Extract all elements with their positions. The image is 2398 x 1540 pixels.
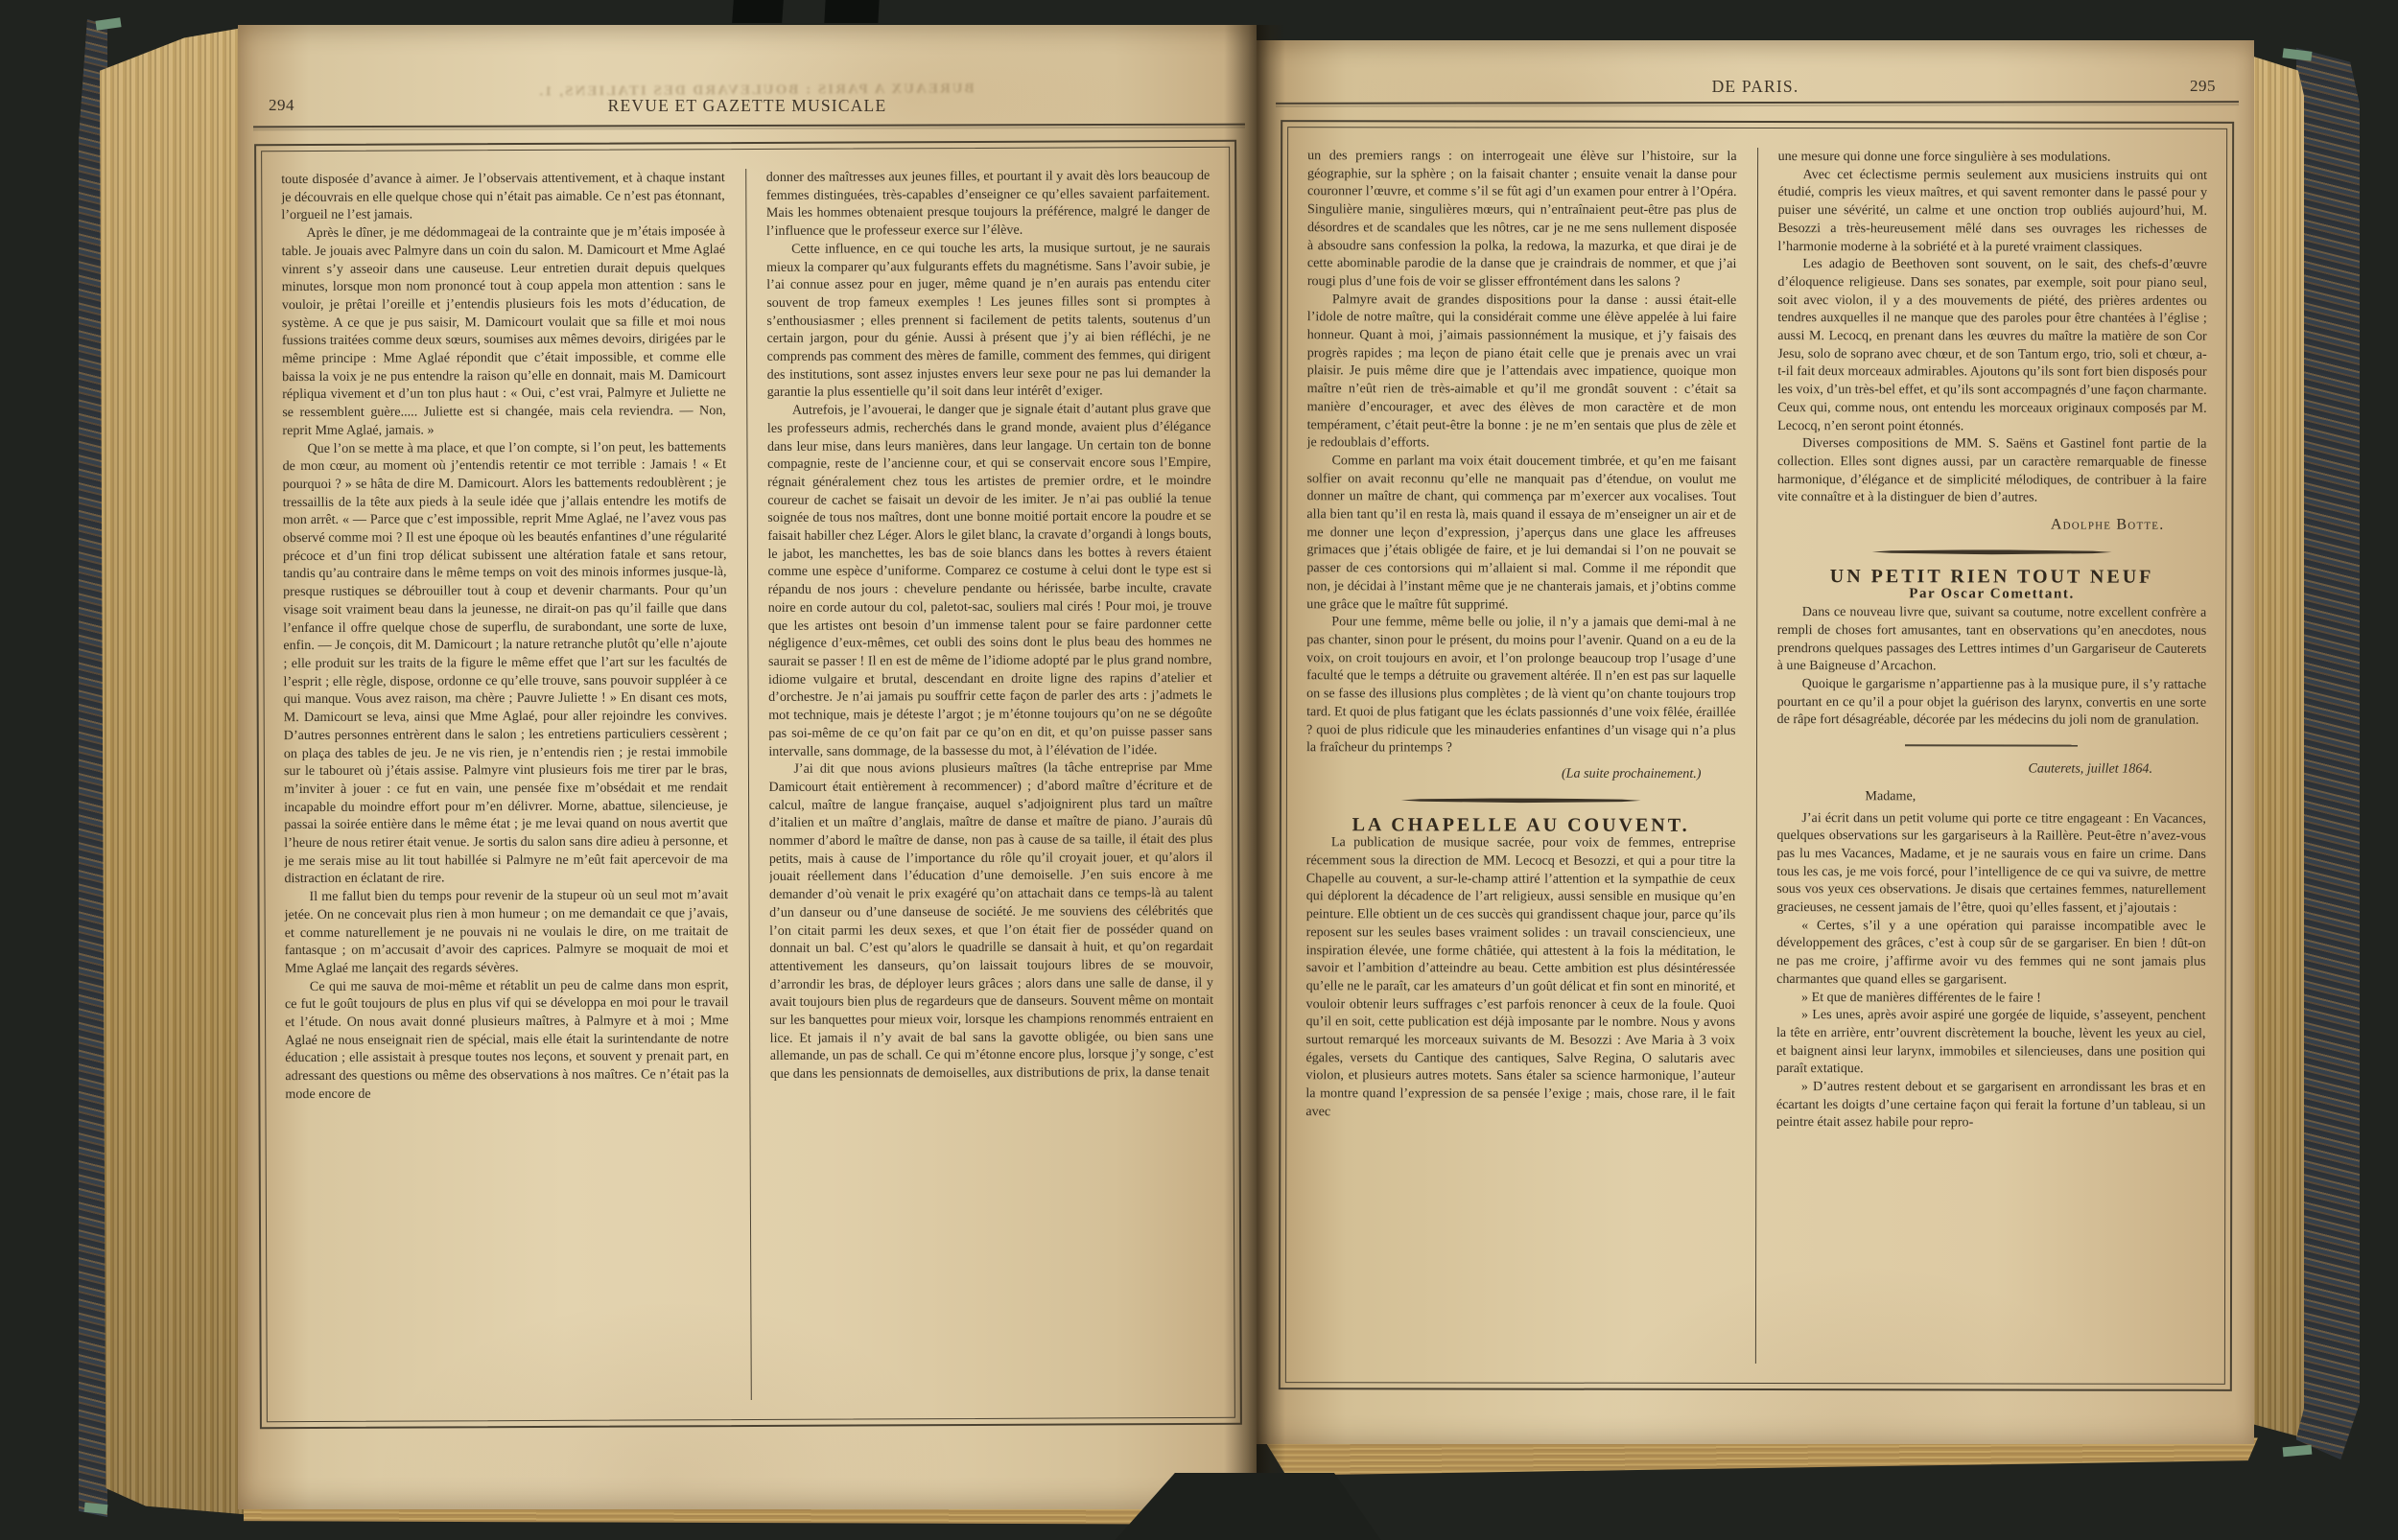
column-1 — [281, 169, 730, 1402]
paragraph: Après le dîner, je me dédommageai de la contrainte que je m’étais imposée à table. Je jouais avec Palmyre dans un coin du salon. M. Damicourt et Mme Aglaé vinrent s’y asseoir dans une causeuse. Leur entretien durait depuis quelques minutes, lorsque mon nom prononcé tout à coup appela mon attention : sans le vouloir, je prêtai l’oreille et j’entendis plusieurs fois les mots d’éducation, de système. A ce que je pus saisir, M. Damicourt voulait que sa fille et moi nous fussions traitées comme deux sœurs, soumises aux mêmes devoirs, dirigées par le même principe : Mme Aglaé répondit que c’était impossible, et comme elle baissa la voix je ne pus entendre la raison qu’elle en donnait, mais M. Damicourt répliqua vivement et d’un ton plus haut : « Oui, c’est vrai, Palmyre et Juliette ne se ressemblent guère..... Juliette est si changée, mais cela reviendra. — Non, reprit Mme Aglaé, jamais. » — [281, 223, 726, 438]
right-running-title: DE PARIS. — [1711, 77, 1799, 96]
paragraph: « Certes, s’il y a une opération qui paraisse incompatible avec le développement des grâces, c’est à coup sûr de se gargariser. En bien ! dût-on ne pas me croire, j’affirme avoir vu des femmes qui ne sont jamais plus charmantes que quand elles se gargarisent. — [1776, 917, 2206, 988]
paragraph: Quoique le gargarisme n’appartienne pas à la musique pure, il s’y rattache pourtant en ce qu’il a pour objet la guérison des larynx, convertis en une sorte de râpe fort désagréable, décorée par les médecins du joli nom de granulation. — [1776, 676, 2207, 729]
paragraph: » D’autres restent debout et se gargarisent en arrondissant les bras et en écartant les doigts d’une certaine façon qui ferait la fortune d’un tableau, si un peintre était assez habile pour repro- — [1775, 1079, 2206, 1131]
marbled-cover-right — [2296, 48, 2360, 1459]
paragraph: » Et que de manières différentes de le faire ! — [1801, 989, 2041, 1006]
right-page-border-frame — [1279, 120, 2234, 1391]
paragraph: Comme en parlant ma voix était doucement timbrée, et qu’en me faisant solfier on avait reconnu qu’elle ne manquait pas d’étendue, on voulut me donner un maître de chant, qui commença par m’exercer aux vocalises. Tout alla bien tant qu’il en resta là, mais quand il essaya de m’enseigner un air et de me donner une leçon d’expression, j’aperçus dans une glace les affreuses grimaces que j’étais obligée de faire, et je lui demandai si l’on ne pouvait se passer de ces contorsions qui m’allaient si mal. Comme il me répondit que non, je décidai à l’instant même que je ne chanterais jamais, et j’obtins comme une grâce que le maître fût supprimé. — [1306, 453, 1737, 613]
column-2 — [766, 167, 1215, 1400]
cover-corner — [95, 17, 121, 31]
paragraph: Ce qui me sauva de moi-même et rétablit un peu de calme dans mon esprit, ce fut le goût toujours de plus en plus vif qui se développa en moi pour le travail et l’étude. On nous avait donné plusieurs maîtres, à Palmyre et à moi ; Mme Aglaé ne nous enseignait rien de spécial, mais elle était la surintendante de notre éducation ; elle assistait à presque toutes nos leçons, et souvent y prenait part, en adressant des questions ou même des observations à nos maîtres. Ce n’était pas la mode encore de — [284, 976, 729, 1102]
paragraph: Que l’on se mette à ma place, et que l’on compte, si l’on peut, les battements de mon cœur, au moment où j’entendis retentir ce mot terrible : Jamais ! « Et pourquoi ? » se hâta de dire M. Damicourt. Alors les battements redoublèrent ; je tressaillis de la tête aux pieds à la seule idée que j’allais entendre les motifs de mon arrêt. « — Parce que c’est impossible, reprit Mme Aglaé, ne l’avez vous pas observé comme moi ? Il est une époque où les beautés enfantines d’une régularité précoce et d’un fini trop délicat subissent une altération fatale et sans retour, tandis qu’au contraire dans le même temps on voit des minois informes jusque-là, presque rustiques se débrouiller tout à coup et devenir charmants. Pour qu’un visage soit vraiment beau dans la jeunesse, ne dirait-on pas qu’il faille que dans l’enfance il offre quelque chose de superflu, de surabondant, une sorte de luxe, enfin. — Je conçois, dit M. Damicourt ; la nature retranche plutôt qu’elle n’ajoute ; elle produit sur les traits de la figure le même effet que l’art sur les facultés de l’esprit ; elle règle, dispose, ordonne ce qu’elle trouve, sans pouvoir suppléer à ce qui manque. Vous avez raison, ma chère ; Pauvre Juliette ! » En disant ces mots, M. Damicourt se leva, ainsi que Mme Aglaé, pour aller rejoindre les convives. D’autres personnes entrèrent dans le salon ; les entretiens particuliers cessèrent ; on plaça des tables de jeu. Je ne vis rien, je n’entendis rien ; je restai immobile sur le tabouret où j’étais assise. Palmyre vint plusieurs fois me tirer par le bras, m’inviter à jouer : ce fut en vain, une pensée fixe m’obsédait et me rendait incapable du moindre effort pour m’en délivrer. Morne, abattue, silencieuse, je passai la soirée entière dans le même état ; je me levai quand on nous avertit que l’heure de nous retirer était venue. Je sortis du salon sans dire adieu à personne, et je me serais mise au lit tout habillée si Palmyre ne m’eût fait apercevoir de ma distraction en éclatant de rire. — [282, 438, 728, 887]
author-signature: Adolphe Botte. — [2050, 516, 2165, 533]
cradle-strap-right — [824, 0, 879, 23]
right-page-inner-rule — [1285, 127, 2227, 1385]
bleed-through-text: BUREAUX A PARIS : BOULEVARD DES ITALIENS, 1. — [537, 81, 975, 100]
column-4 — [1775, 148, 2207, 1365]
article-title-un-petit-rien: UN PETIT RIEN TOUT NEUF — [1829, 565, 2154, 588]
left-page-inner-rule — [261, 147, 1235, 1422]
letter-dateline: Cauterets, juillet 1864. — [2028, 760, 2152, 777]
left-page-border-frame — [254, 140, 1242, 1429]
right-page-number: 295 — [2190, 77, 2216, 95]
paragraph: un des premiers rangs : on interrogeait une élève sur l’histoire, sur la géographie, sur la sphère ; on la faisait chanter ; ensuite venait la danse pour couronner l’œuvre, et comme s’il se fût agi d’un examen pour entrer à l’Opéra. Singulière manie, singulières mœurs, qui n’entraînaient peut-être pas plus de désordres et de scandales que les nôtres, car je ne me sens nullement disposée à absoudre sans confession la polka, la redowa, la mazurka, et que dirai je de cette abominable parodie de la danse que je craindrais de nommer, et que j’ai rougi plus d’une fois de voir se glisser effrontément dans les salons ? — [1306, 148, 1737, 290]
column-divider-rule — [1754, 148, 1757, 1364]
paragraph: Avec cet éclectisme permis seulement aux musiciens instruits qui ont étudié, compris les vieux maîtres, et qui savent remonter dans le passé pour y puiser une sévérité, un calme et une onction trop oubliés aujourd’hui, M. Besozzi a très-heureusement mêlé dans ses ouvrages les richesses de l’harmonie moderne à la sobriété et à la pureté vraiment classiques. — [1777, 166, 2208, 255]
left-page-number: 294 — [269, 96, 294, 114]
cover-corner — [2283, 1445, 2313, 1458]
paragraph: toute disposée d’avance à aimer. Je l’observais attentivement, et à chaque instant je découvrais en elle quelque chose qui n’était pas aimable. Ce n’est pas étonnant, l’orgueil ne l’est jamais. — [281, 170, 725, 223]
right-page — [1257, 40, 2254, 1444]
page-block-fore-edge-left — [100, 23, 253, 1515]
short-divider-rule — [1905, 744, 2078, 746]
left-page — [238, 25, 1257, 1509]
left-running-title: REVUE ET GAZETTE MUSICALE — [607, 96, 887, 115]
cover-corner — [2283, 48, 2313, 61]
paragraph: Diverses compositions de MM. S. Saëns et Gastinel font partie de la collection. Elles sont dignes aussi, par un caractère remarquable de finesse harmonique, d’élégance et de simplicité mélodiques, de contribuer à la faire vite connaître et à la distinguer de bien d’autres. — [1776, 435, 2207, 505]
swelled-rule-ornament — [1401, 798, 1641, 803]
paragraph: donner des maîtresses aux jeunes filles, et pourtant il y avait dès lors beaucoup de femmes distinguées, très-capables d’enseigner ce qu’elles savaient parfaitement. Mais les hommes obtenaient presque toujours la préférence, malgré le danger de l’influence que le professeur exerce sur l’élève. — [765, 167, 1211, 240]
left-text-block — [262, 148, 1234, 1421]
letter-salutation: Madame, — [1865, 787, 1916, 805]
paragraph: Il me fallut bien du temps pour revenir de la stupeur où un seul mot m’avait jetée. On ne concevait plus rien à mon humeur ; on me demandait ce que j’avais, et comme naturellement je ne pouvais ni ne voulais le dire, on me traitait de fantasque ; on m’accusait d’avoir des caprices. Palmyre se moquait de moi et Mme Aglaé me lançait des regards sévères. — [284, 887, 729, 977]
paragraph: J’ai écrit dans un petit volume qui porte ce titre engageant : En Vacances, quelques observations sur les gargariseurs à la Raillère. Peut-être n’avez-vous pas lu mes Vacances, Madame, et je ne saurais vous en faire un crime. Dans tous les cas, je me vois forcé, pour l’intelligence de ce qui va suivre, de mettre sous vos yeux ces observations. Je disais que certaines femmes, naturellement gracieuses, ne cessent jamais de l’être, quoi qu’elles fassent, et j’ajoutais : — [1776, 809, 2206, 916]
paragraph: Dans ce nouveau livre que, suivant sa coutume, notre excellent confrère a rempli de choses fort amusantes, tant en observations qu’en anecdotes, nous prendrons quelques passages des Lettres intimes d’un Gargariseur de Cauterets à une Baigneuse d’Arcachon. — [1776, 604, 2207, 674]
gutter-shadow — [1224, 25, 1285, 1521]
column-3 — [1305, 147, 1737, 1364]
article-byline: Par Oscar Comettant. — [1909, 586, 2075, 603]
paragraph: Cette influence, en ce qui touche les arts, la musique surtout, je ne saurais mieux la comparer qu’aux fulgurants effets du magnétisme. Sans l’avoir subie, je l’ai connue assez pour en juger, même quand je n’en aurais pas entendu citer souvent de trop fameux exemples ! Les jeunes filles sont si promptes à s’enthousiasmer ; elles prennent si facilement de petits talents, soutenus d’un certain jargon, pour du génie. Aussi à présent que j’y ai bien réfléchi, je ne comprends pas comment des mères de famille, comment des femmes, qui dirigent des institutions, sont assez injustes envers leur sexe pour ne pas lui demander la garantie la plus essentielle qu’il soit dans leur intérêt d’exiger. — [766, 239, 1211, 401]
article-title-la-chapelle: LA CHAPELLE AU COUVENT. — [1352, 813, 1690, 836]
paragraph: Les adagio de Beethoven sont souvent, on le sait, des chefs-d’œuvre d’éloquence religieuse. Dans ses sonates, par exemple, soit pour piano seul, soit avec violon, il y a des mouvements de piété, des prières ardentes ou tendres auxquelles il ne manque que des paroles pour être chantées à l’église ; aussi M. Lecocq, en prenant dans les œuvres du maître la matière de son Cor Jesu, solo de soprano avec chœur, et de son Tantum ergo, trio, soli et chœur, a-t-il fait deux morceaux admirables. Ajoutons qu’ils sont fort bien disposés pour les voix, d’un très-bel effet, et qu’ils sont accompagnés d’une façon charmante. Ceux qui, comme nous, ont entendu les morceaux originaux composés par M. Lecocq, n’en seront point étonnés. — [1777, 256, 2207, 433]
paragraph: Autrefois, je l’avouerai, le danger que je signale était d’autant plus grave que les professeurs admis, recherchés dans le grand monde, avaient plus d’élégance dans leur mise, dans leurs manières, dans leur langage. Un certain ton de bonne compagnie, reste de l’ancienne cour, et qui se conservait encore sous l’Empire, régnait généralement chez tous les artistes de premier ordre, et le moindre coureur de cachet se faisait un devoir de les imiter. Je n’ai pas oublié la tenue soignée de tous nos maîtres, dont une bonne moitié portait encore la poudre et se faisait habiller chez Léger. Alors le gilet blanc, la cravate d’organdi à longs bouts, le jabot, les manchettes, les bas de soie blancs dans les bottes à revers étaient comme une espèce d’uniforme. Comparez ce costume à celui dont le type est si répandu de nos jours : chevelure pendante ou hérissée, barbe inculte, cravate noire en corde autour du col, paletot-sac, souliers mal cirés ! Pour moi, je trouve que les artistes ont besoin d’un immense talent pour se faire pardonner cette négligence d’eux-mêmes, cet oubli des soins dont le plus beau des hommes ne saurait se passer ! Il en est de même de l’idiome adopté par le plus grand nombre, idiome vulgaire et brutal, descendant en droite ligne des rapins d’atelier et d’orchestre. Je n’ai jamais pu souffrir cette façon de parler des arts : j’admets le mot technique, mais je déteste l’argot ; je m’étonne toujours qu’on ne se dégoûte pas soi-même de ce qu’on fait par ce qu’on en dit, et qu’on puisse passer sans intervalle, sans dommage, de la bassesse du mot, à l’élévation de l’idée. — [766, 401, 1212, 759]
left-running-head — [238, 96, 1257, 125]
right-text-block — [1286, 128, 2226, 1384]
cradle-strap-left — [732, 0, 784, 23]
paragraph: une mesure qui donne une force singulière à ses modulations. — [1777, 149, 2111, 165]
swelled-rule-ornament — [1872, 549, 2112, 554]
paragraph: Pour une femme, même belle ou jolie, il n’y a jamais que demi-mal à ne pas chanter, sinon pour le présent, du moins pour l’avenir. Quand on a eu de la voix, on croit toujours en avoir, et l’on prolonge beaucoup trop l’usage d’une faculté que le temps a détruite ou gravement altérée. Il n’en est pas sur laquelle on se fasse des illusions plus complètes ; de là vient qu’on chante toujours trop tard. Et quoi de plus fatigant que les éclats passionnés d’une voix fêlée, éraillée ? quoi de plus ridicule que les minauderies enfantines d’un visage qui n’a plus la fraîcheur du printemps ? — [1306, 614, 1736, 756]
paragraph: Palmyre avait de grandes dispositions pour la danse : aussi était-elle l’idole de notre maître, qui la considérait comme une élève appelée à lui faire honneur. Quant à moi, j’aimais passionnément la musique, et j’y faisais des progrès rapides ; ma leçon de piano était celle que je prenais avec un vrai plaisir. Je puis même dire que je l’attendais avec impatience, quoique mon maître n’eût rien de très-aimable et qu’il me grondât souvent : c’était sa manière d’encourager, et avec des élèves de mon caractère et de mon tempérament, c’était peut-être la bonne : je ne m’en sentais que plus de zèle et je redoublais d’efforts. — [1306, 291, 1737, 451]
paragraph: » Les unes, après avoir aspiré une gorgée de liquide, s’asseyent, penchent la tête en arrière, entr’ouvrent discrètement la bouche, lèvent les yeux au ciel, et baignent ainsi leur larynx, immobiles et silencieuses, dans une position qui paraît extatique. — [1775, 1007, 2206, 1077]
column-divider-rule — [745, 169, 752, 1400]
paragraph: La publication de musique sacrée, pour voix de femmes, entreprise récemment sous la direction de MM. Lecocq et Besozzi, et qui a pour titre la Chapelle au couvent, a sur-le-champ attiré l’attention et la sympathie de ceux qui déplorent la décadence de l’art religieux, aussi sensible en musique qu’en peinture. Elle obtient un de ces succès qui grandissent chaque jour, parce qu’ils reposent sur les seules bases vraiment solides : un travail consciencieux, une inspiration élevée, une forme châtiée, qui attestent à la fois la méditation, le savoir et l’ambition d’atteindre au beau. Cette ambition est plus désintéressée qu’elle ne le paraît, car les amateurs d’un goût délicat et fin sont en minorité, et vouloir obtenir leurs suffrages c’est parfois renoncer à ceux de la foule. Quoi qu’il en soit, cette publication est déjà imposante par le nombre. Nous y avons surtout remarqué les morceaux suivants de M. Besozzi : Ave Maria à 3 voix égales, versets du Cantique des cantiques, Salve Regina, O salutaris avec violon, et plusieurs autres motets. Sans étaler sa science harmonique, l’auteur la montre quand l’expression de sa pensée l’exige ; mais, chose rare, il le fait avec — [1305, 834, 1736, 1120]
paragraph: J’ai dit que nous avions plusieurs maîtres (la tâche entreprise par Mme Damicourt était entièrement à recommencer) ; d’abord maître d’écriture et de calcul, maître de langue française, auquel s’adjoignirent plus tard un maître d’italien et un maître d’anglais, maître de danse et maître de piano. J’aurais dû nommer d’abord le maître de danse, non pas à cause de sa taille, il était des plus petits, mais à cause de l’importance du rôle qu’il croyait jouer, et qu’alors il jouait réellement dans l’éducation d’une demoiselle. J’en suis encore à me demander d’où venait le prix exagéré qu’on attachait dans ce temps-là au talent d’un danseur ou d’une danseuse de société. Je me souviens des célébrités que l’on citait parmi les deux sexes, et que l’on était fier de posséder quand on donnait un bal. C’est qu’alors le quadrille se dansait à huit, et qu’on regardait attentivement les danseurs, qu’on laissait toujours libres de se mouvoir, d’arrondir les bras, de déployer leurs grâces ; alors dans une salle de danse, il y avait toujours bien plus de regardeurs que de danseurs. Souvent même on montait sur les banquettes pour mieux voir, lorsque les champions renommés entraient en lice. Et jamais il n’y avait de bal sans la gavotte obligée, ou bien sans une allemande, un pas de schall. Ce qui m’étonne encore plus, lorsque j’y songe, c’est que dans les pensionnats de demoiselles, aux distributions de prix, la danse tenait — [768, 759, 1214, 1083]
to-be-continued-note: (La suite prochainement.) — [1561, 765, 1702, 782]
